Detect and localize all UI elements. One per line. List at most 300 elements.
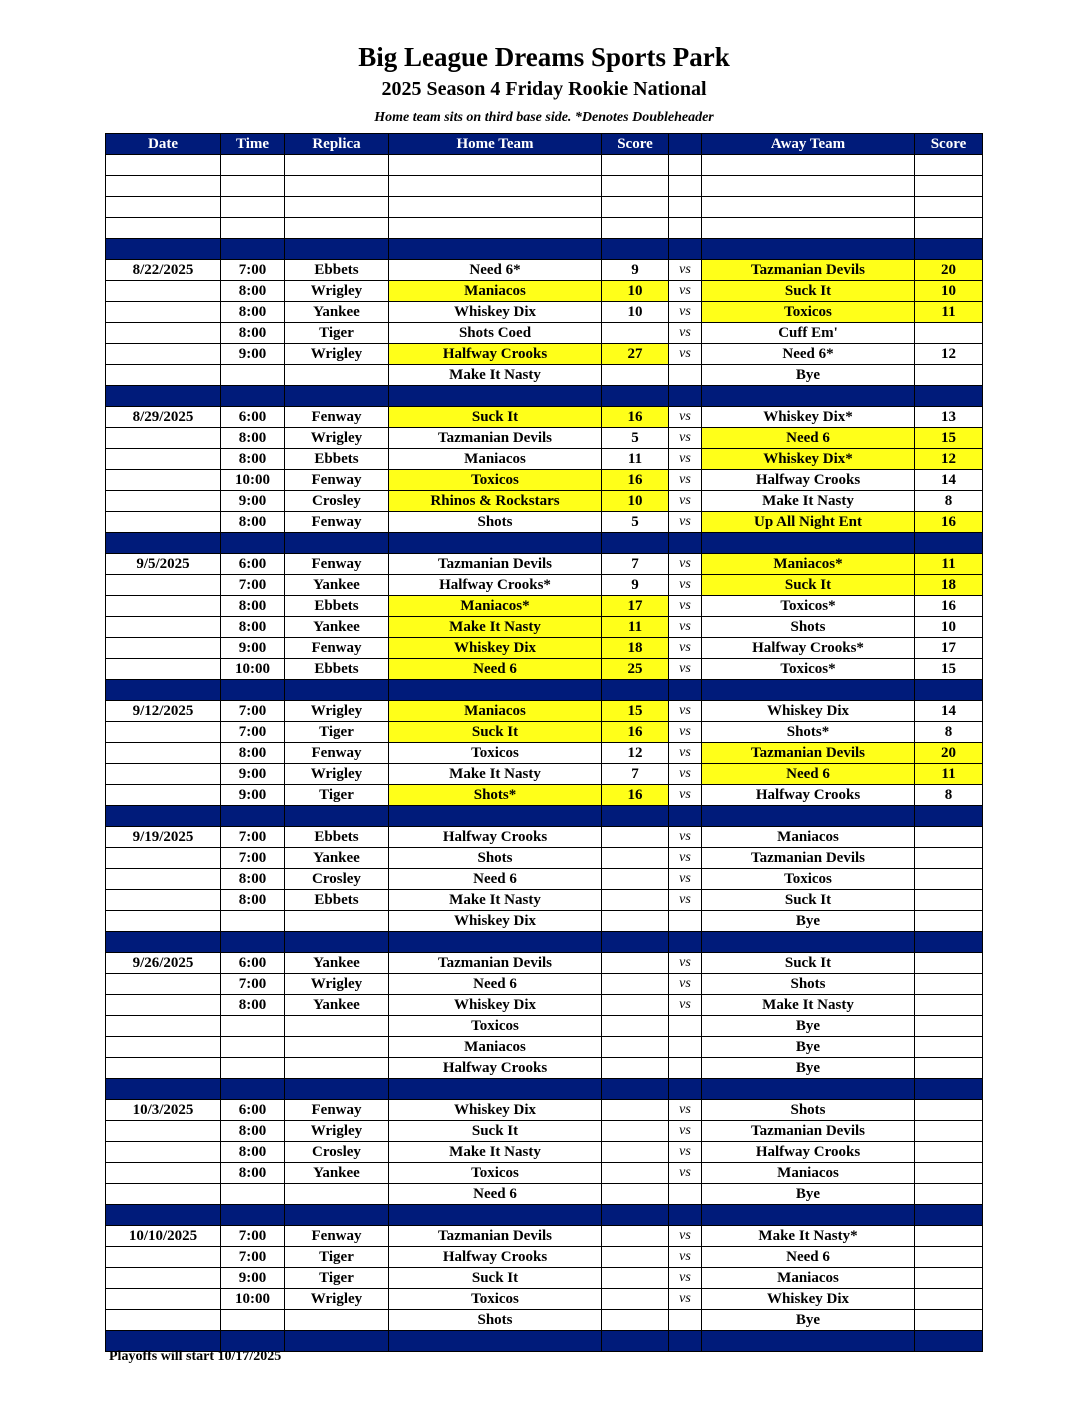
cell-date [106,491,221,512]
cell-time: 8:00 [221,1142,285,1163]
cell-away-score [915,890,983,911]
separator-cell [915,932,983,953]
separator-cell [915,1205,983,1226]
cell-date [106,449,221,470]
cell-home-team: Make It Nasty [389,890,602,911]
cell-replica [285,1184,389,1205]
cell-vs: vs [669,995,702,1016]
cell-away-team: Tazmanian Devils [702,848,915,869]
cell-date [106,764,221,785]
table-row [106,1100,983,1121]
cell-replica: Yankee [285,575,389,596]
table-row [106,344,983,365]
cell-away-team: Toxicos* [702,596,915,617]
cell-time: 7:00 [221,722,285,743]
cell-away-score [915,1142,983,1163]
cell-date [106,995,221,1016]
cell-replica: Ebbets [285,260,389,281]
blank-cell [669,176,702,197]
cell-away-score [915,1247,983,1268]
cell-home-score [602,1037,669,1058]
cell-time: 9:00 [221,764,285,785]
separator-cell [915,386,983,407]
cell-vs: vs [669,1247,702,1268]
cell-date [106,323,221,344]
table-row [106,1037,983,1058]
cell-away-team: Toxicos [702,869,915,890]
cell-home-score: 27 [602,344,669,365]
separator-cell [602,533,669,554]
cell-date: 9/5/2025 [106,554,221,575]
cell-time: 8:00 [221,890,285,911]
cell-date [106,1121,221,1142]
table-row [106,407,983,428]
blank-cell [915,197,983,218]
cell-date [106,1268,221,1289]
cell-away-score [915,869,983,890]
cell-away-score [915,1226,983,1247]
cell-home-score [602,1184,669,1205]
cell-vs: vs [669,1163,702,1184]
blank-cell [389,155,602,176]
cell-away-team: Whiskey Dix [702,701,915,722]
cell-away-score: 16 [915,512,983,533]
col-header-date: Date [106,134,221,155]
cell-time: 9:00 [221,785,285,806]
table-row [106,953,983,974]
cell-vs [669,365,702,386]
cell-time: 10:00 [221,470,285,491]
separator-cell [389,239,602,260]
cell-away-score: 14 [915,701,983,722]
blank-row [106,176,983,197]
cell-vs: vs [669,260,702,281]
cell-home-team: Toxicos [389,1016,602,1037]
cell-home-team: Suck It [389,407,602,428]
blank-cell [702,218,915,239]
separator-cell [669,680,702,701]
blank-cell [389,197,602,218]
cell-away-team: Shots [702,974,915,995]
cell-away-score [915,1121,983,1142]
separator-cell [702,1205,915,1226]
separator-cell [669,806,702,827]
col-header-time: Time [221,134,285,155]
cell-date: 9/19/2025 [106,827,221,848]
cell-vs: vs [669,827,702,848]
cell-home-score: 12 [602,743,669,764]
cell-home-team: Make It Nasty [389,617,602,638]
blank-cell [106,155,221,176]
cell-away-score [915,953,983,974]
cell-vs: vs [669,470,702,491]
separator-cell [602,932,669,953]
cell-date [106,785,221,806]
separator-cell [389,1331,602,1352]
cell-away-score: 18 [915,575,983,596]
cell-away-team: Maniacos [702,827,915,848]
cell-vs [669,1184,702,1205]
cell-date [106,1016,221,1037]
cell-home-team: Maniacos [389,449,602,470]
cell-date [106,596,221,617]
cell-away-team: Halfway Crooks [702,785,915,806]
table-row [106,449,983,470]
cell-date: 10/10/2025 [106,1226,221,1247]
table-row [106,1268,983,1289]
separator-cell [702,1079,915,1100]
cell-vs: vs [669,449,702,470]
cell-home-score [602,1163,669,1184]
cell-away-team: Make It Nasty [702,491,915,512]
cell-replica: Fenway [285,1100,389,1121]
cell-vs: vs [669,890,702,911]
cell-away-team: Maniacos [702,1268,915,1289]
cell-home-team: Suck It [389,1121,602,1142]
cell-home-team: Shots [389,512,602,533]
table-row [106,302,983,323]
separator-cell [285,932,389,953]
cell-date [106,1247,221,1268]
cell-vs: vs [669,491,702,512]
cell-home-team: Need 6 [389,1184,602,1205]
cell-replica: Fenway [285,1226,389,1247]
cell-vs: vs [669,764,702,785]
cell-vs [669,911,702,932]
separator-cell [285,533,389,554]
cell-home-team: Tazmanian Devils [389,953,602,974]
separator-cell [389,1079,602,1100]
cell-date [106,911,221,932]
cell-away-team: Suck It [702,281,915,302]
table-row [106,617,983,638]
cell-home-team: Tazmanian Devils [389,428,602,449]
cell-home-score: 25 [602,659,669,680]
cell-home-team: Whiskey Dix [389,995,602,1016]
blank-cell [285,176,389,197]
table-row [106,512,983,533]
cell-home-score [602,1058,669,1079]
cell-home-score [602,869,669,890]
separator-cell [106,1205,221,1226]
separator-cell [285,1331,389,1352]
cell-time: 7:00 [221,1226,285,1247]
cell-date [106,743,221,764]
cell-home-team: Whiskey Dix [389,911,602,932]
cell-away-score: 14 [915,470,983,491]
table-row [106,323,983,344]
cell-home-team: Suck It [389,1268,602,1289]
cell-home-score [602,827,669,848]
cell-away-score [915,911,983,932]
cell-replica [285,911,389,932]
cell-home-team: Toxicos [389,470,602,491]
col-header-away-score: Score [915,134,983,155]
separator-cell [221,533,285,554]
separator-cell [669,1331,702,1352]
cell-replica: Ebbets [285,659,389,680]
cell-home-team: Toxicos [389,743,602,764]
cell-home-score [602,1121,669,1142]
cell-vs: vs [669,1142,702,1163]
cell-time: 9:00 [221,1268,285,1289]
separator-cell [915,239,983,260]
cell-home-score: 16 [602,722,669,743]
cell-date: 9/26/2025 [106,953,221,974]
separator-cell [669,239,702,260]
cell-home-score: 15 [602,701,669,722]
blank-row [106,218,983,239]
cell-home-team: Halfway Crooks* [389,575,602,596]
cell-date [106,1037,221,1058]
cell-replica: Yankee [285,302,389,323]
cell-vs: vs [669,323,702,344]
blank-cell [602,197,669,218]
cell-away-score: 12 [915,449,983,470]
separator-cell [221,1205,285,1226]
cell-home-team: Shots* [389,785,602,806]
separator-cell [285,806,389,827]
cell-home-score: 16 [602,470,669,491]
cell-away-score: 11 [915,554,983,575]
blank-cell [669,155,702,176]
cell-away-team: Need 6 [702,764,915,785]
table-row [106,785,983,806]
cell-away-team: Bye [702,1058,915,1079]
blank-cell [106,197,221,218]
cell-away-score [915,1184,983,1205]
separator-cell [602,680,669,701]
week-separator-row [106,1205,983,1226]
cell-away-score: 8 [915,491,983,512]
separator-cell [221,932,285,953]
cell-time: 8:00 [221,323,285,344]
week-separator-row [106,680,983,701]
cell-replica [285,365,389,386]
week-separator-row [106,1079,983,1100]
cell-home-score: 11 [602,617,669,638]
cell-home-score [602,848,669,869]
cell-vs: vs [669,1289,702,1310]
cell-time: 8:00 [221,428,285,449]
blank-cell [221,218,285,239]
blank-cell [669,197,702,218]
cell-away-score [915,995,983,1016]
cell-date [106,722,221,743]
cell-home-score [602,365,669,386]
cell-home-score [602,911,669,932]
separator-cell [702,533,915,554]
cell-date [106,512,221,533]
cell-away-team: Bye [702,1037,915,1058]
separator-cell [669,533,702,554]
cell-away-score [915,827,983,848]
separator-cell [106,533,221,554]
cell-home-team: Shots [389,1310,602,1331]
table-row [106,1184,983,1205]
cell-away-score [915,1016,983,1037]
cell-vs [669,1037,702,1058]
week-separator-row [106,386,983,407]
cell-home-score: 11 [602,449,669,470]
cell-home-team: Need 6* [389,260,602,281]
cell-away-score: 16 [915,596,983,617]
cell-time [221,1184,285,1205]
cell-date [106,1184,221,1205]
col-header-replica: Replica [285,134,389,155]
table-row [106,1121,983,1142]
cell-date [106,428,221,449]
cell-home-score [602,1268,669,1289]
cell-away-score: 15 [915,659,983,680]
cell-away-score [915,1037,983,1058]
cell-away-team: Maniacos* [702,554,915,575]
blank-cell [915,155,983,176]
cell-home-team: Make It Nasty [389,1142,602,1163]
cell-time: 8:00 [221,512,285,533]
cell-home-score [602,1016,669,1037]
cell-away-team: Bye [702,911,915,932]
cell-away-score: 11 [915,764,983,785]
cell-time: 9:00 [221,491,285,512]
blank-cell [702,197,915,218]
page-title: Big League Dreams Sports Park [358,42,730,72]
separator-cell [915,1079,983,1100]
cell-home-score [602,1310,669,1331]
cell-time: 8:00 [221,302,285,323]
cell-away-team: Need 6* [702,344,915,365]
table-row [106,1226,983,1247]
cell-time: 8:00 [221,449,285,470]
cell-date [106,1142,221,1163]
separator-cell [915,680,983,701]
cell-replica: Yankee [285,953,389,974]
cell-away-score: 13 [915,407,983,428]
blank-cell [389,218,602,239]
cell-home-team: Whiskey Dix [389,1100,602,1121]
separator-cell [389,533,602,554]
table-row [106,848,983,869]
cell-date: 9/12/2025 [106,701,221,722]
cell-home-score [602,1247,669,1268]
col-header-vs [669,134,702,155]
cell-vs: vs [669,1100,702,1121]
cell-time: 8:00 [221,596,285,617]
cell-away-team: Whiskey Dix* [702,449,915,470]
cell-replica: Fenway [285,554,389,575]
header-note: Home team sits on third base side. *Denotes Doubleheader [374,110,714,125]
cell-vs: vs [669,407,702,428]
table-row [106,995,983,1016]
cell-date [106,890,221,911]
cell-home-team: Maniacos [389,701,602,722]
cell-away-team: Toxicos [702,302,915,323]
cell-time: 6:00 [221,953,285,974]
cell-time: 8:00 [221,1163,285,1184]
cell-time [221,365,285,386]
separator-cell [285,680,389,701]
cell-vs: vs [669,344,702,365]
cell-home-team: Need 6 [389,869,602,890]
separator-cell [702,1331,915,1352]
cell-home-team: Maniacos* [389,596,602,617]
cell-time: 8:00 [221,869,285,890]
cell-time: 7:00 [221,848,285,869]
table-row [106,659,983,680]
separator-cell [285,239,389,260]
separator-cell [285,1079,389,1100]
cell-home-score [602,1142,669,1163]
cell-home-score: 5 [602,512,669,533]
cell-vs: vs [669,974,702,995]
playoffs-note: Playoffs will start 10/17/2025 [109,1349,282,1364]
cell-home-score [602,953,669,974]
cell-vs: vs [669,638,702,659]
cell-time: 6:00 [221,1100,285,1121]
cell-away-team: Shots* [702,722,915,743]
cell-vs: vs [669,659,702,680]
cell-date [106,869,221,890]
blank-cell [221,155,285,176]
blank-cell [285,155,389,176]
cell-away-score: 8 [915,722,983,743]
cell-date [106,470,221,491]
cell-away-team: Tazmanian Devils [702,743,915,764]
cell-away-team: Halfway Crooks [702,1142,915,1163]
table-row [106,1058,983,1079]
cell-home-team: Shots Coed [389,323,602,344]
cell-vs: vs [669,785,702,806]
cell-replica: Fenway [285,470,389,491]
schedule-table [105,133,983,1352]
cell-replica [285,1058,389,1079]
cell-date [106,974,221,995]
cell-home-score: 18 [602,638,669,659]
cell-replica: Yankee [285,617,389,638]
cell-replica: Wrigley [285,974,389,995]
blank-cell [602,155,669,176]
blank-cell [389,176,602,197]
table-row [106,365,983,386]
cell-date [106,281,221,302]
cell-replica: Ebbets [285,890,389,911]
cell-away-score: 8 [915,785,983,806]
cell-home-team: Make It Nasty [389,764,602,785]
cell-home-score: 5 [602,428,669,449]
cell-away-score [915,1268,983,1289]
cell-date [106,365,221,386]
table-row [106,701,983,722]
cell-vs: vs [669,869,702,890]
cell-home-team: Toxicos [389,1163,602,1184]
cell-time: 8:00 [221,281,285,302]
cell-home-score: 7 [602,764,669,785]
cell-vs [669,1310,702,1331]
week-separator-row [106,533,983,554]
cell-home-team: Whiskey Dix [389,302,602,323]
separator-cell [106,386,221,407]
separator-cell [389,680,602,701]
cell-replica: Yankee [285,995,389,1016]
separator-cell [106,806,221,827]
separator-cell [915,533,983,554]
cell-vs: vs [669,512,702,533]
cell-away-team: Suck It [702,575,915,596]
cell-replica: Crosley [285,491,389,512]
cell-date [106,848,221,869]
table-row [106,722,983,743]
table-row [106,260,983,281]
